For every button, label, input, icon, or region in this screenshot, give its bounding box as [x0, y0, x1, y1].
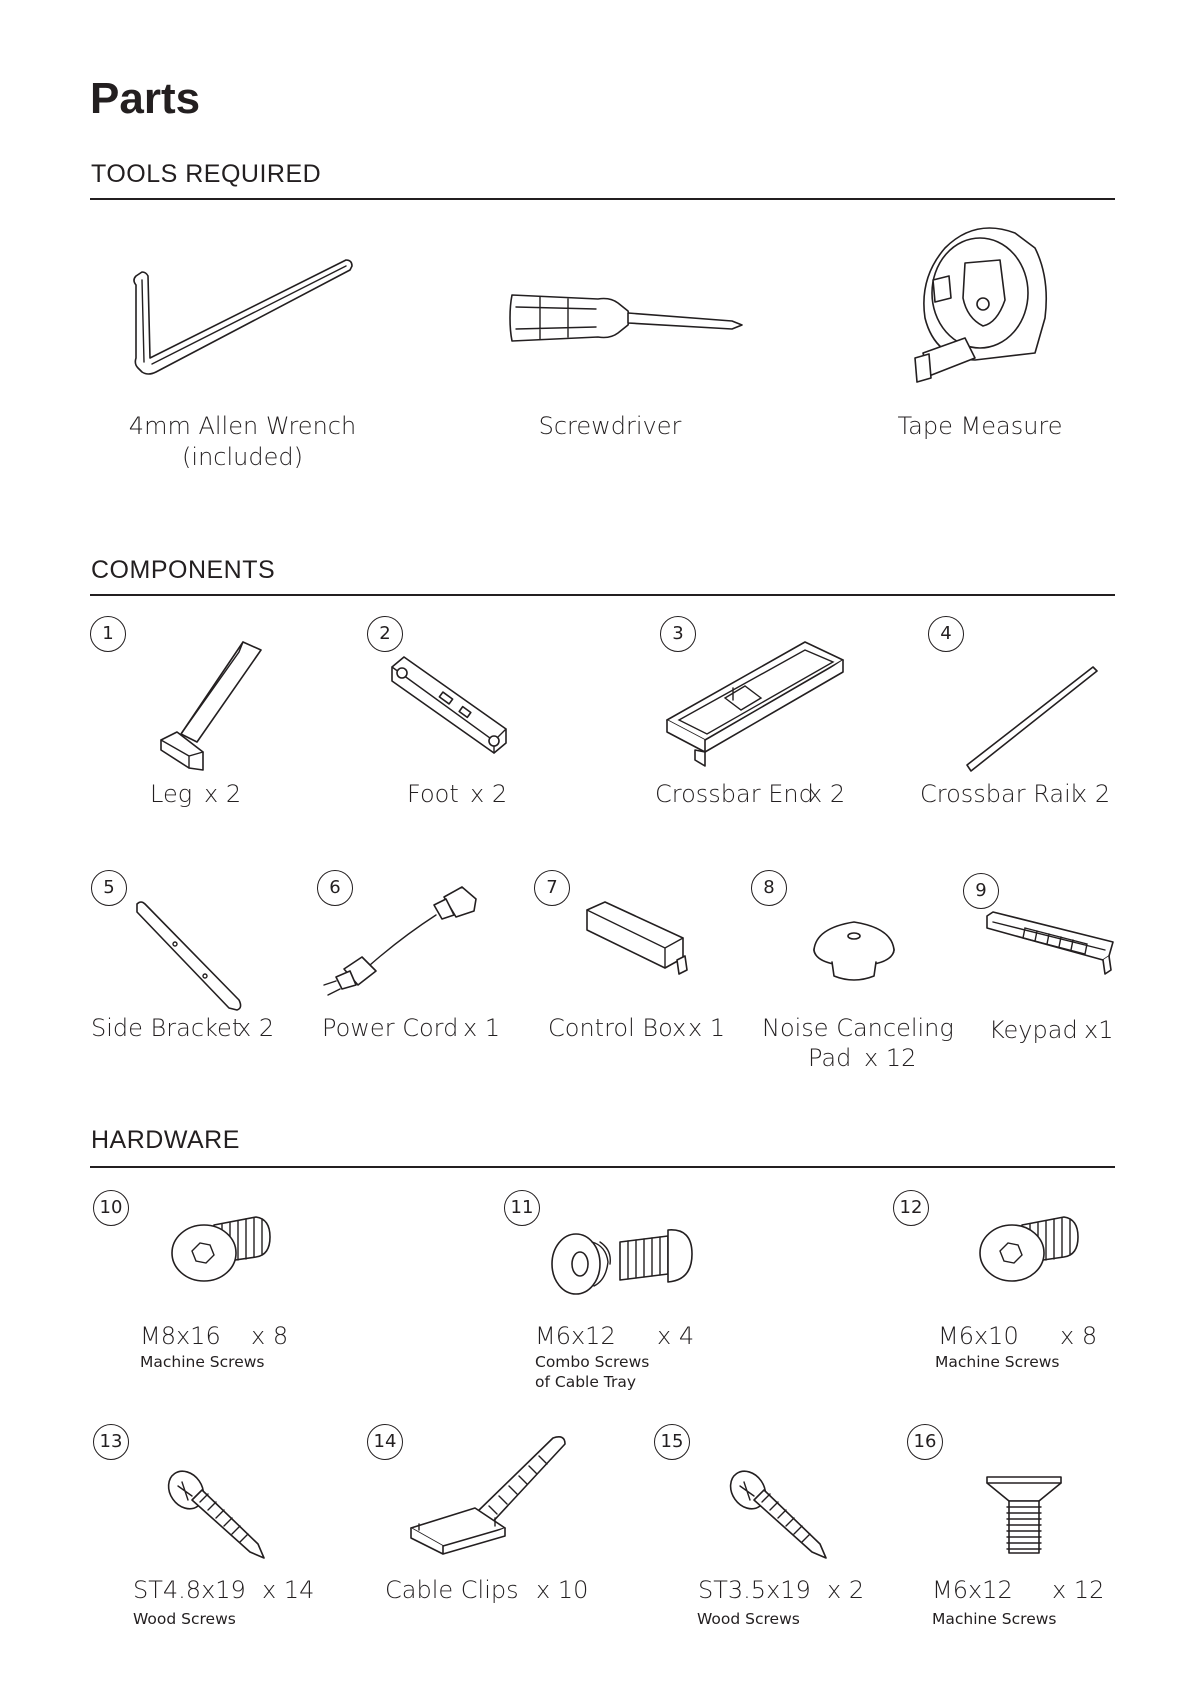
- component-qty: x1: [1084, 1016, 1114, 1044]
- hardware-name: ST4.8x19: [133, 1576, 246, 1604]
- tool-label-allen-wrench: 4mm Allen Wrench: [128, 412, 357, 440]
- hardware-qty: x 8: [1060, 1322, 1098, 1350]
- component-name: Crossbar Rail: [920, 780, 1078, 808]
- item-number: 1: [90, 616, 126, 652]
- item-number: 4: [928, 616, 964, 652]
- hardware-qty: x 8: [251, 1322, 289, 1350]
- tool-label-screwdriver: Screwdriver: [538, 412, 682, 440]
- allen-wrench-icon: [128, 250, 358, 390]
- component-name: Keypad: [989, 1016, 1078, 1044]
- item-number: 12: [893, 1190, 929, 1226]
- hardware-desc: Machine Screws: [140, 1353, 265, 1371]
- component-name: Noise Canceling: [762, 1014, 954, 1042]
- button-head-screw-icon: [170, 1215, 272, 1287]
- hardware-name: M6x10: [938, 1322, 1019, 1350]
- hardware-name: M6x12: [535, 1322, 616, 1350]
- hardware-name: M6x12: [932, 1576, 1013, 1604]
- hardware-qty: x 14: [262, 1576, 315, 1604]
- hardware-divider: [90, 1166, 1115, 1168]
- item-number: 13: [93, 1424, 129, 1460]
- tool-label-allen-wrench-note: (included): [182, 443, 303, 471]
- component-qty: x 2: [470, 780, 508, 808]
- component-qty: x 12: [864, 1044, 917, 1072]
- keypad-icon: [985, 912, 1117, 980]
- hardware-desc: Machine Screws: [935, 1353, 1060, 1371]
- component-qty: x 1: [463, 1014, 501, 1042]
- component-qty: x 1: [688, 1014, 726, 1042]
- crossbar-end-icon: [665, 640, 845, 780]
- tools-heading: TOOLS REQUIRED: [91, 160, 322, 188]
- item-number: 11: [504, 1190, 540, 1226]
- page-title: Parts: [90, 74, 201, 123]
- countersunk-screw-icon: [985, 1475, 1065, 1557]
- component-qty: x 2: [1073, 780, 1111, 808]
- tools-divider: [90, 198, 1115, 200]
- wood-screw-icon: [168, 1470, 268, 1560]
- component-name: Foot: [407, 780, 459, 808]
- hardware-desc: Wood Screws: [133, 1610, 236, 1628]
- hardware-qty: x 10: [536, 1576, 589, 1604]
- components-heading: COMPONENTS: [91, 556, 276, 584]
- item-number: 16: [907, 1424, 943, 1460]
- cable-clip-icon: [405, 1432, 570, 1552]
- item-number: 5: [91, 870, 127, 906]
- component-name: Leg: [150, 780, 193, 808]
- control-box-icon: [583, 900, 691, 993]
- hardware-name: ST3.5x19: [698, 1576, 811, 1604]
- item-number: 9: [963, 873, 999, 909]
- item-number: 10: [93, 1190, 129, 1226]
- hardware-name: M8x16: [140, 1322, 221, 1350]
- hardware-desc: Combo Screws: [535, 1353, 650, 1371]
- item-number: 15: [654, 1424, 690, 1460]
- component-name: Power Cord: [322, 1014, 459, 1042]
- leg-icon: [155, 640, 265, 775]
- item-number: 14: [367, 1424, 403, 1460]
- component-name: Control Box: [548, 1014, 687, 1042]
- power-cord-icon: [322, 885, 480, 1000]
- component-qty: x 2: [237, 1014, 275, 1042]
- hardware-desc: Wood Screws: [697, 1610, 800, 1628]
- noise-canceling-pad-icon: [812, 918, 896, 988]
- item-number: 6: [317, 870, 353, 906]
- combo-screw-icon: [550, 1222, 695, 1302]
- hardware-desc-cont: of Cable Tray: [535, 1373, 637, 1391]
- component-qty: x 2: [204, 780, 242, 808]
- item-number: 3: [660, 616, 696, 652]
- wood-screw-icon: [730, 1470, 830, 1560]
- hardware-qty: x 2: [827, 1576, 865, 1604]
- hardware-desc: Machine Screws: [932, 1610, 1057, 1628]
- button-head-screw-icon: [978, 1215, 1080, 1287]
- tape-measure-icon: [905, 218, 1050, 393]
- hardware-qty: x 12: [1052, 1576, 1105, 1604]
- crossbar-rail-icon: [965, 665, 1100, 775]
- side-bracket-icon: [135, 900, 245, 1015]
- components-divider: [90, 594, 1115, 596]
- hardware-heading: HARDWARE: [91, 1126, 240, 1154]
- component-qty: x 2: [808, 780, 846, 808]
- item-number: 7: [534, 870, 570, 906]
- component-name: Side Bracket: [91, 1014, 242, 1042]
- screwdriver-icon: [510, 285, 750, 355]
- item-number: 8: [751, 870, 787, 906]
- tool-label-tape-measure: Tape Measure: [897, 412, 1063, 440]
- component-name: Crossbar End: [655, 780, 814, 808]
- hardware-qty: x 4: [657, 1322, 695, 1350]
- component-name-cont: Pad: [808, 1044, 852, 1072]
- item-number: 2: [367, 616, 403, 652]
- hardware-name: Cable Clips: [385, 1576, 519, 1604]
- foot-icon: [390, 655, 510, 755]
